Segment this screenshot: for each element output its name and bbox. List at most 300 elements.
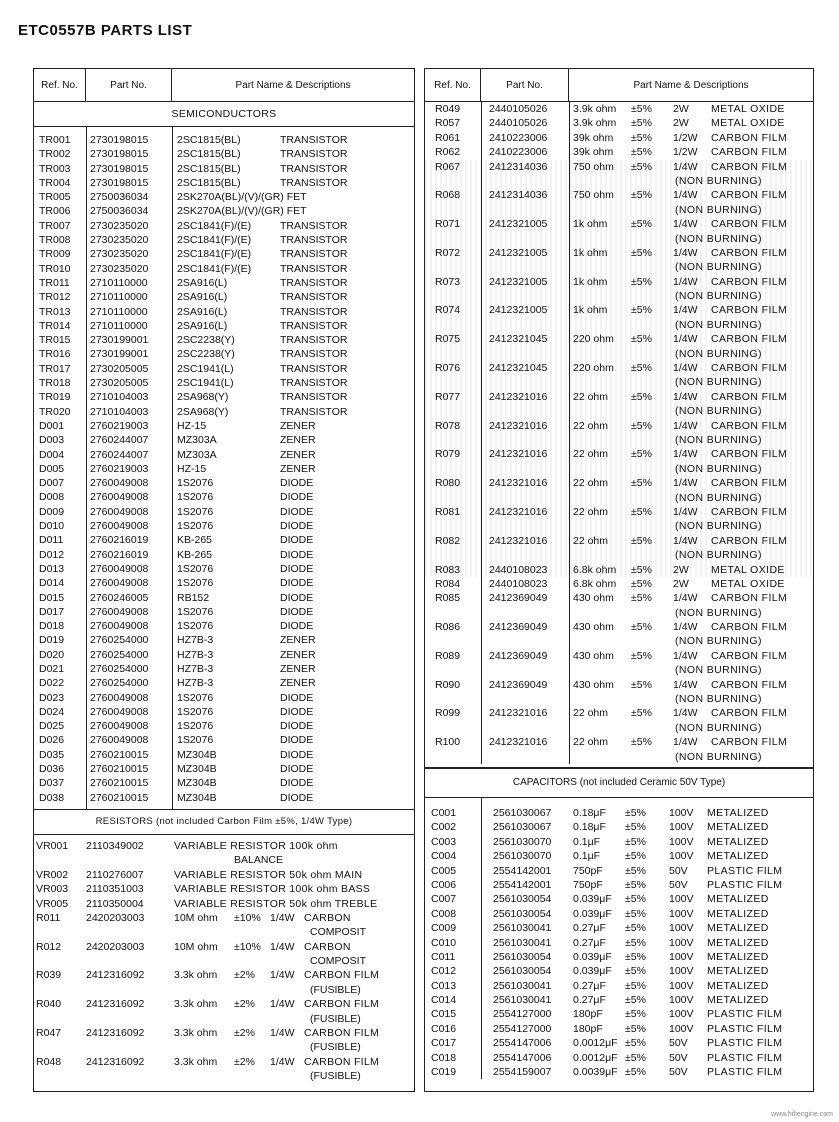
table-row (425, 936, 813, 950)
continuation: (NON BURNING) (675, 693, 762, 706)
part-no: 2760219003 (90, 462, 149, 475)
type: CARBON FILM (711, 390, 788, 403)
ref-no: D010 (39, 520, 65, 533)
type: CARBON FILM (304, 1055, 380, 1068)
type: PLASTIC FILM (707, 1051, 783, 1064)
table-row (34, 219, 414, 233)
part-no: 2412321016 (489, 448, 548, 461)
part-no: 2554127000 (493, 1022, 552, 1035)
part-type: TRANSISTOR (280, 319, 348, 332)
ref-no: R039 (36, 969, 62, 982)
table-row (34, 997, 414, 1011)
wattage: 1/4W (673, 362, 698, 375)
value: 0.27μF (573, 936, 606, 949)
ref-no: C019 (431, 1066, 457, 1079)
part-no: 2554127000 (493, 1008, 552, 1021)
value: 0.27μF (573, 994, 606, 1007)
ref-no: R061 (435, 131, 461, 144)
part-no: 2760049008 (90, 705, 149, 718)
continuation: (NON BURNING) (675, 261, 762, 274)
type: METALIZED (707, 835, 769, 848)
table-row (425, 806, 813, 820)
wattage: 1/4W (673, 218, 698, 231)
value: 3.3k ohm (174, 998, 218, 1011)
ref-no: R100 (435, 736, 461, 749)
ref-no: D011 (39, 534, 64, 547)
tolerance: ±5% (631, 246, 652, 259)
part-no: 2412321016 (489, 419, 548, 432)
wattage: 1/4W (270, 1027, 295, 1040)
section-resistors: RESISTORS (not included Carbon Film ±5%, 1/4W Type) (34, 809, 414, 835)
ref-no: TR014 (39, 319, 71, 332)
table-row (34, 548, 414, 562)
ref-no: R068 (435, 189, 461, 202)
value: 430 ohm (573, 649, 614, 662)
semiconductor-list (34, 127, 414, 809)
continuation: (NON BURNING) (675, 290, 762, 303)
table-row (425, 275, 813, 304)
part-no: 2710110000 (90, 291, 148, 304)
part-no: 2760049008 (90, 505, 149, 518)
table-row (34, 405, 414, 419)
value: 0.18μF (573, 821, 606, 834)
wattage: 1/4W (270, 998, 295, 1011)
part-no: 2561030067 (493, 807, 552, 819)
part-no: 2412321005 (489, 246, 548, 259)
continuation: (NON BURNING) (675, 520, 762, 533)
voltage: 50V (669, 878, 688, 891)
tolerance: ±10% (234, 940, 261, 953)
header-part-no-right: Part No. (481, 69, 569, 101)
table-row (34, 190, 414, 204)
part-type: ZENER (280, 434, 316, 447)
part-name: 1S2076 (177, 477, 214, 490)
voltage: 100V (669, 850, 694, 863)
ref-no: D017 (39, 605, 65, 618)
ref-no: R073 (435, 275, 461, 288)
wattage: 1/4W (270, 911, 295, 924)
part-name: MZ304B (177, 748, 217, 761)
ref-no: TR011 (39, 276, 70, 289)
tolerance: ±5% (631, 189, 652, 202)
part-type: TRANSISTOR (280, 291, 348, 304)
part-no: 2760254000 (90, 677, 149, 690)
tolerance: ±5% (631, 678, 652, 691)
part-name: KB-265 (177, 534, 213, 547)
continuation: (NON BURNING) (675, 635, 762, 648)
table-row (425, 577, 813, 591)
table-row (34, 591, 414, 605)
part-no: 2730205005 (90, 362, 149, 375)
part-no: 2561030054 (493, 893, 552, 906)
value: 1k ohm (573, 304, 608, 317)
type: CARBON FILM (711, 678, 788, 691)
value: 22 ohm (573, 505, 609, 518)
ref-no: D025 (39, 720, 65, 733)
part-no: 2760210015 (90, 763, 149, 776)
part-name: 2SC1815(BL) (177, 176, 241, 189)
ref-no: C003 (431, 835, 457, 848)
part-no: 2412316092 (86, 998, 145, 1011)
tolerance: ±5% (631, 649, 652, 662)
tolerance: ±5% (631, 505, 652, 518)
table-row (34, 762, 414, 776)
tolerance: ±5% (631, 390, 652, 403)
part-no: 2760219003 (90, 419, 149, 432)
wattage: 1/4W (673, 736, 698, 749)
part-name: HZ7B-3 (177, 634, 214, 647)
left-parts-table (33, 68, 415, 1092)
ref-no: D023 (39, 691, 65, 704)
value: 0.039μF (573, 893, 612, 906)
wattage: 1/4W (673, 160, 698, 173)
part-name: HZ-15 (177, 462, 207, 475)
part-name: 1S2076 (177, 705, 214, 718)
type: CARBON FILM (711, 160, 788, 173)
part-no: 2420203003 (86, 911, 145, 924)
part-no: 2760216019 (90, 534, 149, 547)
type: METALIZED (707, 821, 769, 834)
part-no: 2760049008 (90, 477, 149, 490)
table-row-continuation (34, 954, 414, 968)
part-no: 2760049008 (90, 577, 149, 590)
ref-no: R074 (435, 304, 461, 317)
value: 750pF (573, 864, 603, 877)
part-no: 2561030070 (493, 835, 552, 848)
type: CARBON FILM (711, 649, 788, 662)
table-row (425, 534, 813, 563)
table-row (425, 332, 813, 361)
ref-no: D019 (39, 634, 65, 647)
type: CARBON FILM (711, 448, 788, 461)
table-row (34, 882, 414, 896)
tolerance: ±5% (625, 922, 646, 935)
part-no: 2730198015 (90, 176, 149, 189)
tolerance: ±5% (631, 160, 652, 173)
type: CARBON FILM (711, 189, 788, 202)
voltage: 100V (669, 1022, 694, 1035)
ref-no: C010 (431, 936, 457, 949)
tolerance: ±5% (625, 907, 646, 920)
ref-no: C001 (431, 807, 457, 819)
part-name: 2SC1815(BL) (177, 162, 241, 175)
ref-no: R072 (435, 246, 461, 259)
ref-no: R048 (36, 1055, 62, 1068)
part-no: 2110349002 (86, 839, 144, 852)
description: VARIABLE RESISTOR 50k ohm MAIN (174, 868, 363, 881)
value: 22 ohm (573, 390, 609, 403)
table-row (34, 1055, 414, 1069)
tolerance: ±10% (234, 911, 261, 924)
part-name: MZ303A (177, 448, 217, 461)
table-row (34, 1026, 414, 1040)
value: 0.0039μF (573, 1066, 618, 1079)
voltage: 100V (669, 936, 694, 949)
tolerance: ±5% (625, 1051, 646, 1064)
ref-no: D012 (39, 548, 65, 561)
wattage: 2W (673, 577, 689, 590)
voltage: 100V (669, 922, 694, 935)
part-type: ZENER (280, 419, 316, 432)
part-name: HZ7B-3 (177, 648, 214, 661)
continuation: (FUSIBLE) (310, 1041, 361, 1054)
continuation: (NON BURNING) (675, 491, 762, 504)
ref-no: D020 (39, 648, 65, 661)
description: VARIABLE RESISTOR 100k ohm BASS (174, 883, 371, 896)
part-no: 2412321005 (489, 304, 548, 317)
ref-no: R086 (435, 621, 461, 634)
tolerance: ±5% (631, 362, 652, 375)
continuation: (NON BURNING) (675, 664, 762, 677)
tolerance: ±5% (625, 994, 646, 1007)
value: 1k ohm (573, 275, 608, 288)
continuation: (FUSIBLE) (310, 1070, 361, 1083)
part-no: 2561030067 (493, 821, 552, 834)
value: 0.27μF (573, 922, 606, 935)
value: 750 ohm (573, 160, 614, 173)
table-row (425, 921, 813, 935)
table-row-continuation (34, 925, 414, 939)
section-capacitors: CAPACITORS (not included Ceramic 50V Type) (425, 768, 813, 798)
table-row (34, 776, 414, 790)
ref-no: TR007 (39, 219, 71, 232)
table-row (425, 979, 813, 993)
tolerance: ±5% (631, 275, 652, 288)
ref-no: D009 (39, 505, 65, 518)
tolerance: ±5% (631, 131, 652, 144)
value: 22 ohm (573, 534, 609, 547)
ref-no: R040 (36, 998, 62, 1011)
ref-no: C012 (431, 965, 457, 978)
tolerance: ±5% (625, 864, 646, 877)
value: 750 ohm (573, 189, 614, 202)
part-no: 2440105026 (489, 117, 548, 130)
wattage: 1/4W (673, 534, 698, 547)
value: 6.8k ohm (573, 577, 617, 590)
table-row (34, 633, 414, 647)
part-name: 2SK270A(BL)/(V)/(GR) FET (177, 205, 307, 218)
watermark: www.hifiengine.com (771, 1111, 833, 1118)
ref-no: R080 (435, 477, 461, 490)
tolerance: ±5% (625, 965, 646, 978)
tolerance: ±5% (625, 835, 646, 848)
value: 0.0012μF (573, 1051, 618, 1064)
ref-no: R083 (435, 563, 461, 576)
value: 22 ohm (573, 736, 609, 749)
part-no: 2554142001 (493, 878, 552, 891)
type: METALIZED (707, 907, 769, 920)
continuation: (FUSIBLE) (310, 1012, 361, 1025)
table-row (425, 706, 813, 735)
part-name: 2SA968(Y) (177, 391, 229, 404)
continuation: (NON BURNING) (675, 318, 762, 331)
table-row (34, 791, 414, 805)
part-no: 2420203003 (86, 940, 145, 953)
table-row-continuation (34, 1040, 414, 1054)
ref-no: TR005 (39, 191, 71, 204)
part-no: 2760049008 (90, 562, 149, 575)
part-no: 2760254000 (90, 648, 149, 661)
table-row (425, 1051, 813, 1065)
table-row (34, 940, 414, 954)
part-type: DIODE (280, 577, 314, 590)
value: 750pF (573, 878, 603, 891)
value: 0.1μF (573, 850, 601, 863)
part-no: 2760210015 (90, 777, 149, 790)
tolerance: ±5% (631, 621, 652, 634)
value: 0.27μF (573, 979, 606, 992)
part-no: 2412321045 (489, 362, 548, 375)
part-no: 2110351003 (86, 883, 144, 896)
part-name: 2SA916(L) (177, 276, 228, 289)
tolerance: ±5% (625, 1008, 646, 1021)
table-row (34, 911, 414, 925)
part-no: 2750036034 (90, 191, 149, 204)
continuation: (NON BURNING) (675, 549, 762, 562)
wattage: 1/4W (673, 304, 698, 317)
part-type: DIODE (280, 720, 314, 733)
value: 22 ohm (573, 707, 609, 720)
ref-no: D001 (39, 419, 65, 432)
value: 430 ohm (573, 592, 614, 605)
part-name: 1S2076 (177, 562, 214, 575)
table-row (34, 505, 414, 519)
table-row (34, 319, 414, 333)
ref-no: D007 (39, 477, 65, 490)
part-type: DIODE (280, 620, 314, 633)
value: 0.0012μF (573, 1037, 618, 1050)
continuation: (NON BURNING) (675, 174, 762, 187)
voltage: 100V (669, 821, 694, 834)
type: CARBON FILM (711, 218, 788, 231)
type: CARBON FILM (711, 505, 788, 518)
table-row (425, 505, 813, 534)
tolerance: ±5% (631, 577, 652, 590)
type: CARBON FILM (711, 362, 788, 375)
value: 180pF (573, 1008, 603, 1021)
part-name: 1S2076 (177, 491, 214, 504)
table-row (425, 993, 813, 1007)
part-no: 2412321016 (489, 707, 548, 720)
type: CARBON FILM (711, 131, 788, 144)
part-type: DIODE (280, 734, 314, 747)
table-row (425, 390, 813, 419)
part-type: DIODE (280, 591, 314, 604)
wattage: 2W (673, 117, 689, 130)
ref-no: R067 (435, 160, 461, 173)
table-row (34, 204, 414, 218)
ref-no: D013 (39, 562, 65, 575)
part-no: 2110350004 (86, 897, 144, 910)
table-header (34, 69, 414, 102)
part-type: TRANSISTOR (280, 148, 348, 161)
part-no: 2412321016 (489, 390, 548, 403)
table-row (425, 864, 813, 878)
ref-no: C017 (431, 1037, 457, 1050)
tolerance: ±5% (631, 448, 652, 461)
ref-no: C002 (431, 821, 457, 834)
table-row (34, 362, 414, 376)
ref-no: R076 (435, 362, 461, 375)
part-name: MZ304B (177, 791, 217, 804)
table-row (34, 390, 414, 404)
tolerance: ±5% (625, 936, 646, 949)
ref-no: TR015 (39, 334, 71, 347)
part-name: KB-265 (177, 548, 213, 561)
wattage: 1/4W (673, 189, 698, 202)
continuation: (NON BURNING) (675, 433, 762, 446)
ref-no: R099 (435, 707, 461, 720)
part-no: 2410223006 (489, 131, 548, 144)
part-no: 2554159007 (493, 1066, 552, 1079)
part-no: 2760210015 (90, 791, 149, 804)
part-no: 2561030041 (493, 994, 552, 1007)
part-no: 2710110000 (90, 305, 148, 318)
part-no: 2730198015 (90, 148, 149, 161)
table-row (425, 835, 813, 849)
ref-no: TR006 (39, 205, 71, 218)
part-name: 2SA916(L) (177, 319, 228, 332)
ref-no: R011 (36, 911, 61, 924)
tolerance: ±5% (631, 333, 652, 346)
tolerance: ±5% (631, 103, 652, 115)
part-name: 2SC1841(F)/(E) (177, 262, 252, 275)
wattage: 1/4W (673, 390, 698, 403)
value: 3.3k ohm (174, 969, 218, 982)
table-row (425, 950, 813, 964)
wattage: 1/4W (673, 707, 698, 720)
part-no: 2440108023 (489, 577, 548, 590)
part-type: ZENER (280, 634, 316, 647)
continuation: (NON BURNING) (675, 347, 762, 360)
part-no: 2730198015 (90, 134, 149, 146)
value: 430 ohm (573, 621, 614, 634)
ref-no: D038 (39, 791, 65, 804)
tolerance: ±5% (631, 707, 652, 720)
value: 10M ohm (174, 911, 218, 924)
table-row (425, 563, 813, 577)
part-name: 2SC1815(BL) (177, 148, 241, 161)
type: CARBON FILM (711, 146, 788, 159)
wattage: 1/2W (673, 131, 698, 144)
part-no: 2554147006 (493, 1037, 552, 1050)
part-no: 2412321016 (489, 534, 548, 547)
voltage: 100V (669, 965, 694, 978)
value: 39k ohm (573, 131, 614, 144)
table-row (34, 176, 414, 190)
table-row-continuation (34, 983, 414, 997)
ref-no: C007 (431, 893, 457, 906)
type: METALIZED (707, 893, 769, 906)
table-row-continuation (34, 853, 414, 867)
ref-no: TR002 (39, 148, 71, 161)
ref-no: R077 (435, 390, 461, 403)
part-no: 2730235020 (90, 262, 149, 275)
ref-no: D004 (39, 448, 65, 461)
ref-no: R090 (435, 678, 461, 691)
value: 10M ohm (174, 940, 218, 953)
part-no: 2760049008 (90, 605, 149, 618)
part-name: 1S2076 (177, 505, 214, 518)
type: CARBON FILM (711, 621, 788, 634)
ref-no: TR009 (39, 248, 71, 261)
part-name: 1S2076 (177, 734, 214, 747)
part-name: 2SC1841(F)/(E) (177, 234, 252, 247)
ref-no: C014 (431, 994, 457, 1007)
wattage: 1/4W (270, 940, 295, 953)
table-row (425, 217, 813, 246)
part-no: 2760049008 (90, 734, 149, 747)
